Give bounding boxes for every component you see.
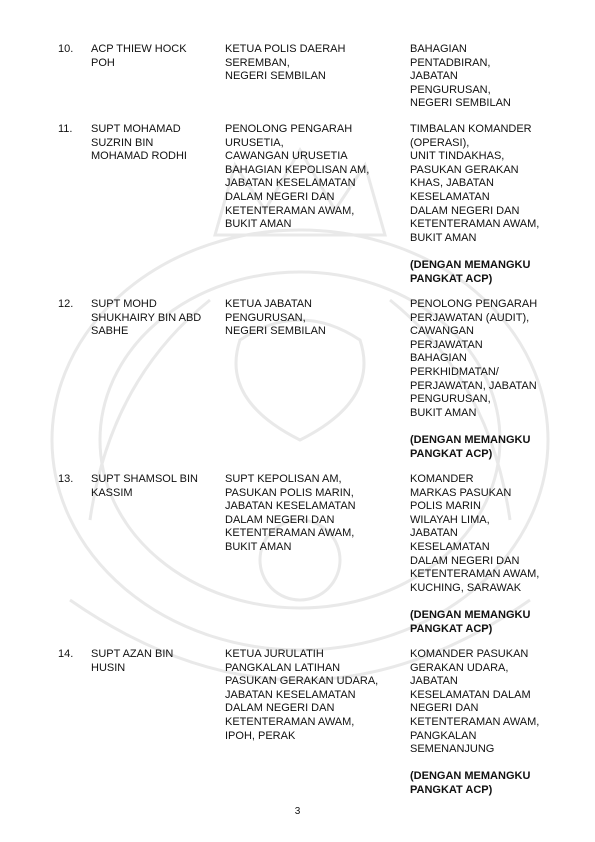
new-post-line: PENGURUSAN, (410, 83, 491, 96)
officer-name (91, 43, 215, 70)
current-post (225, 648, 403, 743)
acting-rank-note-line: PANGKAT ACP) (410, 272, 493, 285)
new-post-line: JABATAN (410, 675, 458, 688)
new-post-line: KUCHING, SARAWAK (410, 581, 522, 594)
new-post-line: KESELAMATAN (410, 540, 490, 553)
new-post-line: GERAKAN UDARA, (410, 661, 509, 674)
officer-name (91, 298, 215, 339)
current-post-line: NEGERI SEMBILAN (225, 325, 326, 338)
current-post-line: SUPT KEPOLISAN AM, (225, 473, 342, 485)
current-post-line: KETENTERAMAN AWAM, (225, 527, 355, 540)
new-post-line: BUKIT AMAN (410, 406, 477, 419)
new-post-line: PERJAWATAN (410, 338, 483, 351)
current-post-line: CAWANGAN URUSETIA (225, 150, 348, 163)
current-post-line: DALAM NEGERI DAN (225, 702, 335, 715)
current-post-line: KETUA JURULATIH (225, 648, 324, 660)
new-post-line: KOMANDER (410, 473, 474, 485)
new-post (410, 298, 575, 461)
current-post-line: PASUKAN POLIS MARIN, (225, 486, 354, 499)
officer-name-line: SUPT SHAMSOL BIN (91, 473, 198, 485)
new-post-line: SEMENANJUNG (410, 743, 495, 756)
new-post-line: PENOLONG PENGARAH (410, 298, 538, 310)
officer-name-line: POH (91, 56, 115, 69)
officer-name (91, 648, 215, 675)
new-post-line: PENGURUSAN, (410, 393, 491, 406)
acting-rank-note-line: (DENGAN MEMANGKU (410, 258, 531, 271)
new-post-line: BAHAGIAN (410, 352, 467, 365)
new-post-line: (OPERASI), (410, 136, 470, 149)
entry-number: 10. (58, 43, 74, 55)
current-post-line: PANGKALAN LATIHAN (225, 661, 341, 674)
current-post-line: URUSETIA, (225, 136, 284, 149)
new-post (410, 43, 575, 111)
officer-name-line: ACP THIEW HOCK (91, 43, 187, 55)
new-post-line: NEGERI DAN (410, 702, 479, 715)
current-post-line: PENGURUSAN, (225, 311, 306, 324)
new-post-line: TIMBALAN KOMANDER (410, 123, 532, 135)
new-post-line: NEGERI SEMBILAN (410, 97, 511, 110)
entry-number: 13. (58, 473, 74, 485)
new-post-line: KETENTERAMAN AWAM, (410, 218, 540, 231)
current-post-line: PASUKAN GERAKAN UDARA, (225, 675, 379, 688)
acting-rank-note-line: PANGKAT ACP) (410, 783, 493, 796)
current-post-line: JABATAN KESELAMATAN (225, 688, 356, 701)
entry-number: 11. (58, 123, 73, 135)
new-post-line: PASUKAN GERAKAN (410, 163, 519, 176)
new-post-line: DALAM NEGERI DAN (410, 554, 520, 567)
entry-number: 14. (58, 648, 74, 660)
new-post-line: KESELAMATAN DALAM (410, 688, 531, 701)
new-post-line: POLIS MARIN (410, 500, 481, 513)
new-post-line: PANGKALAN (410, 729, 477, 742)
new-post-line: BAHAGIAN (410, 43, 467, 55)
acting-rank-note-line: (DENGAN MEMANGKU (410, 433, 531, 446)
acting-rank-note-line: (DENGAN MEMANGKU (410, 608, 531, 621)
current-post (225, 473, 403, 555)
officer-name (91, 123, 215, 164)
officer-name-line: KASSIM (91, 486, 133, 499)
current-post (225, 43, 403, 84)
acting-rank-note (410, 770, 575, 797)
page-number: 3 (294, 806, 301, 817)
entry-number: 12. (58, 298, 74, 310)
current-post-line: DALAM NEGERI DAN (225, 190, 335, 203)
officer-name-line: SHUKHAIRY BIN ABD (91, 311, 202, 324)
new-post-line: JABATAN (410, 527, 458, 540)
acting-rank-note (410, 609, 575, 636)
current-post (225, 123, 403, 232)
officer-name-line: SABHE (91, 325, 129, 338)
new-post-line: PENTADBIRAN, (410, 56, 491, 69)
new-post-line: UNIT TINDAKHAS, (410, 150, 505, 163)
new-post-line: KETENTERAMAN AWAM, (410, 715, 540, 728)
current-post-line: JABATAN KESELAMATAN (225, 177, 356, 190)
current-post-line: KETENTERAMAN AWAM, (225, 715, 355, 728)
officer-name (91, 473, 215, 500)
new-post-line: DALAM NEGERI DAN (410, 204, 520, 217)
officer-name-line: HUSIN (91, 661, 126, 674)
current-post-line: KETUA POLIS DAERAH (225, 43, 346, 55)
new-post-line: MARKAS PASUKAN (410, 486, 512, 499)
new-post-line: KESELAMATAN (410, 190, 490, 203)
new-post-line: JABATAN (410, 70, 458, 83)
current-post-line: IPOH, PERAK (225, 729, 296, 742)
current-post-line: BAHAGIAN KEPOLISAN AM, (225, 163, 370, 176)
current-post-line: BUKIT AMAN (225, 540, 292, 553)
current-post-line: JABATAN KESELAMATAN (225, 500, 356, 513)
current-post-line: SEREMBAN, (225, 56, 290, 69)
new-post-line: KETENTERAMAN AWAM, (410, 568, 540, 581)
new-post-line: PERKHIDMATAN/ (410, 365, 499, 378)
officer-name-line: SUPT MOHAMAD (91, 123, 181, 135)
current-post-line: DALAM NEGERI DAN (225, 513, 335, 526)
officer-name-line: MOHAMAD RODHI (91, 150, 187, 163)
current-post-line: PENOLONG PENGARAH (225, 123, 353, 135)
acting-rank-note-line: (DENGAN MEMANGKU (410, 770, 531, 783)
new-post-line: PERJAWATAN (AUDIT), (410, 311, 530, 324)
new-post-line: PERJAWATAN, JABATAN (410, 379, 537, 392)
acting-rank-note-line: PANGKAT ACP) (410, 622, 493, 635)
acting-rank-note-line: PANGKAT ACP) (410, 447, 493, 460)
new-post (410, 648, 575, 798)
new-post-line: CAWANGAN (410, 325, 474, 338)
officer-name-line: SUZRIN BIN (91, 136, 154, 149)
current-post-line: NEGERI SEMBILAN (225, 70, 326, 83)
current-post-line: BUKIT AMAN (225, 218, 292, 231)
officer-name-line: SUPT MOHD (91, 298, 157, 310)
new-post-line: WILAYAH LIMA, (410, 513, 490, 526)
new-post (410, 473, 575, 636)
current-post-line: KETUA JABATAN (225, 298, 313, 310)
new-post (410, 123, 575, 286)
acting-rank-note (410, 434, 575, 461)
new-post-line: BUKIT AMAN (410, 231, 477, 244)
current-post-line: KETENTERAMAN AWAM, (225, 204, 355, 217)
current-post (225, 298, 403, 339)
new-post-line: KHAS, JABATAN (410, 177, 494, 190)
officer-name-line: SUPT AZAN BIN (91, 648, 174, 660)
new-post-line: KOMANDER PASUKAN (410, 648, 529, 660)
acting-rank-note (410, 259, 575, 286)
